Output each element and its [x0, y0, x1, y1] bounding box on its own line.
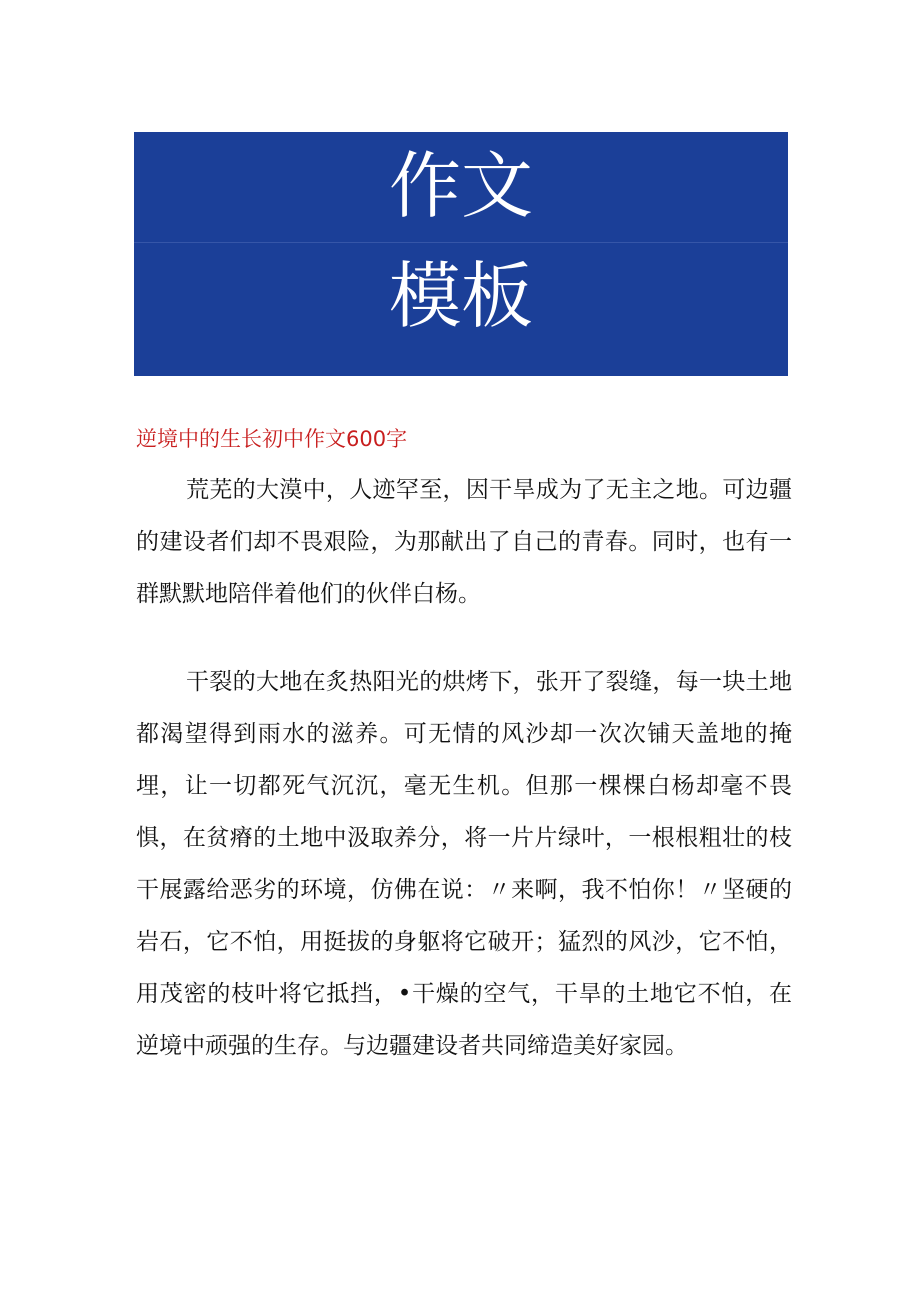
cover-title-line-1: 作文: [388, 144, 533, 228]
paragraph-1: 荒芜的大漠中，人迹罕至，因干旱成为了无主之地。可边疆的建设者们却不畏艰险，为那献出了自己的青春。同时，也有一群默默地陪伴着他们的伙伴白杨。: [136, 477, 792, 607]
article-title: 逆境中的生长初中作文600字: [136, 427, 408, 451]
cover-divider: [134, 242, 788, 243]
cover-banner: [134, 132, 788, 376]
paragraph-2: 干裂的大地在炙热阳光的烘烤下，张开了裂缝，每一块土地都渴望得到雨水的滋养。可无情的风沙却一次次铺天盖地的掩埋，让一切都死气沉沉，毫无生机。但那一棵棵白杨却毫不畏惧，在贫瘠的土地中汲取养分，将一片片绿叶，一根根粗壮的枝干展露给恶劣的环境，仿佛在说：〃来啊，我不怕你！〃坚硬的岩石，它不怕，用挺拔的身躯将它破开；猛烈的风沙，它不怕，用茂密的枝叶将它抵挡，•干燥的空气，干旱的土地它不怕，在逆境中顽强的生存。与边疆建设者共同缔造美好家园。: [136, 669, 792, 1059]
cover-title-line-2: 模板: [388, 254, 533, 338]
